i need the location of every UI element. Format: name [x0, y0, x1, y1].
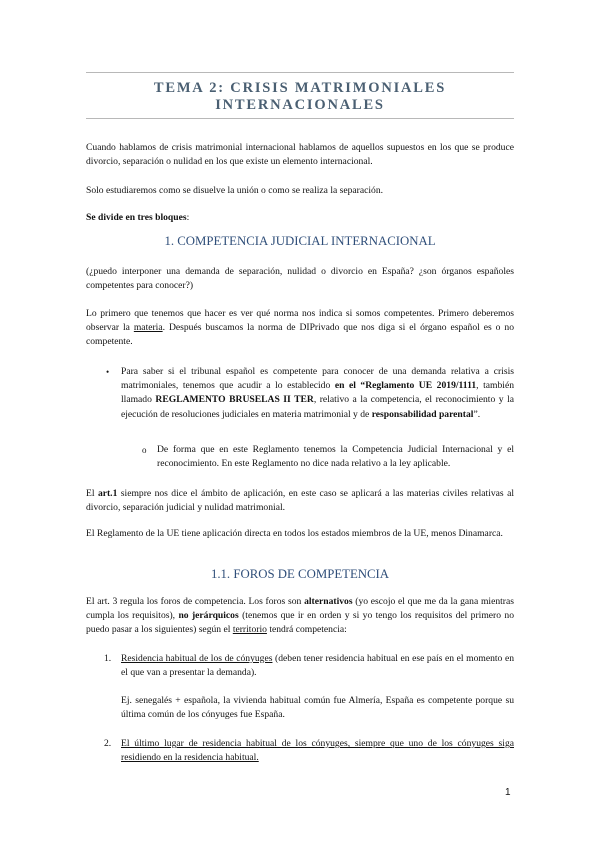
- intro-paragraph-2: Solo estudiaremos como se disuelve la unión o como se realiza la separación.: [86, 185, 384, 196]
- list-item-2-number: 2.: [104, 738, 112, 749]
- section-1-first-paragraph: Lo primero que tenemos que hacer es ver qué norma nos indica si somos competentes. Primero deberemos observar la materia. Después buscamos la norma de DIPrivado que nos diga si el órgano español es o no competente.: [86, 308, 514, 348]
- title-line-2: INTERNACIONALES: [215, 97, 385, 113]
- bruselas-name: REGLAMENTO BRUSELAS II TER: [155, 394, 314, 406]
- territorio-term: territorio: [232, 624, 267, 636]
- regulation-name: en el “Reglamento UE 2019/1111: [334, 380, 477, 392]
- art1-paragraph: El art.1 siempre nos dice el ámbito de aplicación, en este caso se aplicará a las materias civiles relativas al divorcio, separación judicial y nulidad matrimonial.: [86, 488, 514, 514]
- materia-term: materia: [133, 322, 163, 334]
- sub-bullet-marker: o: [142, 445, 147, 455]
- blocks-colon: :: [186, 212, 190, 223]
- section-1-1-heading: 1.1. FOROS DE COMPETENCIA: [210, 567, 390, 581]
- page-number: 1: [505, 787, 511, 798]
- bullet-dot: •: [106, 367, 110, 377]
- list-item-1-example: Ej. senegalés + española, la vivienda habitual común fue Almería, España es competente porque su última común de los cónyuges fue España.: [121, 695, 514, 721]
- list-item-1: Residencia habitual de los de cónyuges (deben tener residencia habitual en ese país en el momento en el que van a presentar la demanda).: [121, 653, 514, 679]
- title-line-1: TEMA 2: CRISIS MATRIMONIALES: [153, 80, 447, 96]
- list-item-1-heading: Residencia habitual de los de cónyuges: [121, 653, 273, 664]
- regulation-sub-bullet: De forma que en este Reglamento tenemos la Competencia Judicial Internacional y el reconocimiento. En este Reglamento no dice nada relativo a la ley aplicable.: [157, 444, 514, 470]
- reglamento-paragraph: El Reglamento de la UE tiene aplicación directa en todos los estados miembros de la UE, menos Dinamarca.: [86, 528, 503, 539]
- regulation-bullet: Para saber si el tribunal español es competente para conocer de una demanda relativa a crisis matrimoniales, tenemos que acudir a lo establecido en el “Reglamento UE 2019/1111, también llamado REGLAMENTO BRUSELAS II TER, relativo a la competencia, el reconocimiento y la ejecución de resoluciones judiciales en materia matrimonial y de responsabilidad parental”.: [121, 366, 514, 420]
- top-rule: [86, 72, 514, 73]
- blocks-label: Se divide en tres bloques: [86, 212, 187, 223]
- list-item-2-heading: El último lugar de residencia habitual de los cónyuges, siempre que uno de los cónyuges siga residiendo en la residencia habitual.: [121, 738, 514, 764]
- intro-paragraph-1: Cuando hablamos de crisis matrimonial internacional hablamos de aquellos supuestos en los que se produce divorcio, separación o nulidad en los que existe un elemento internacional.: [86, 142, 514, 168]
- title-rule: [86, 118, 514, 119]
- parental-term: responsabilidad parental: [371, 408, 474, 420]
- intro-paragraph-3: [86, 211, 514, 225]
- section-1-heading: 1. COMPETENCIA JUDICIAL INTERNACIONAL: [164, 234, 436, 248]
- foros-paragraph: El art. 3 regula los foros de competencia. Los foros son alternativos (yo escojo el que me da la gana mientras cumpla los requisitos), no jerárquicos (tenemos que ir en orden y si yo tengo los requisitos del primero no puedo pasar a los siguientes) según el territorio tendrá competencia:: [86, 596, 515, 636]
- list-item-2: [121, 737, 514, 765]
- no-jerarquicos-term: no jerárquicos: [178, 610, 239, 622]
- art1-term: art.1: [97, 488, 118, 499]
- alternativos-term: alternativos: [304, 596, 353, 607]
- page-title: [86, 80, 514, 114]
- section-1-question: (¿puedo interponer una demanda de separación, nulidad o divorcio en España? ¿son órganos españoles competentes para conocer?): [86, 266, 514, 292]
- list-item-1-number: 1.: [104, 653, 112, 664]
